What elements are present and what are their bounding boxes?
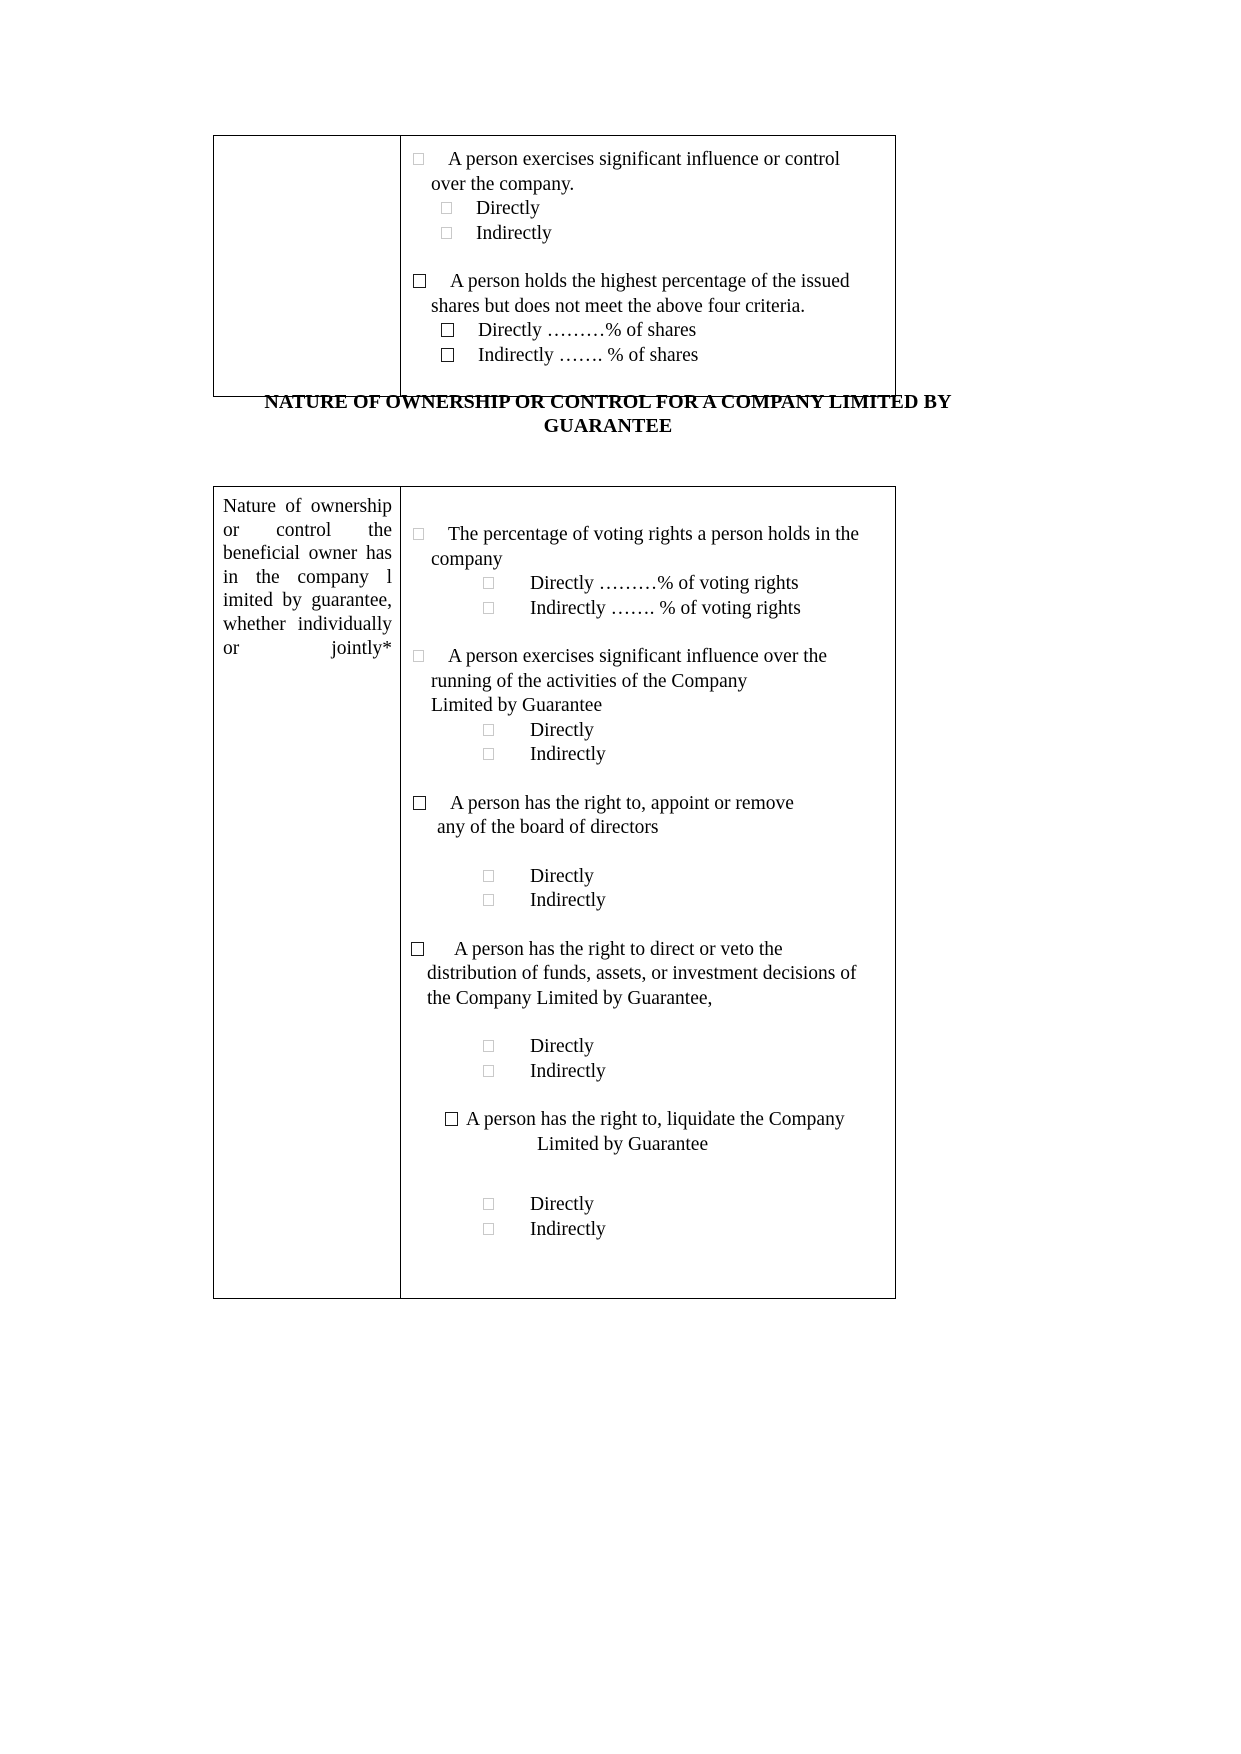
spacer	[407, 499, 887, 523]
sub-checkbox-label: Indirectly	[530, 890, 606, 911]
checkbox-item-label-cont: Limited by Guarantee	[431, 695, 603, 716]
sub-checkbox-label: Directly ………% of voting rights	[530, 573, 799, 594]
table-row	[214, 487, 896, 1299]
checkbox-item-label: The percentage of voting rights a person holds in the	[448, 524, 860, 545]
checkbox-item-label: A person has the right to, appoint or remove	[450, 792, 794, 814]
sub-checkbox-directly	[407, 197, 887, 222]
checkbox-icon[interactable]	[483, 1065, 494, 1077]
table-bottom-left-cell	[214, 487, 401, 1299]
checkbox-icon[interactable]	[483, 870, 494, 882]
sub-checkbox-label: Indirectly ……. % of shares	[478, 344, 699, 366]
sub-checkbox-directly	[407, 719, 887, 744]
checkbox-icon[interactable]	[483, 894, 494, 906]
sub-checkbox-label: Directly	[530, 719, 594, 741]
checkbox-icon[interactable]	[413, 650, 424, 662]
spacer	[407, 246, 887, 270]
sub-checkbox-label: Directly	[530, 1036, 594, 1057]
checkbox-item-label-cont: running of the activities of the Company	[431, 670, 748, 692]
sub-checkbox-indirectly-shares	[407, 344, 887, 369]
checkbox-icon[interactable]	[483, 1198, 494, 1210]
table-row	[214, 136, 896, 397]
sub-checkbox-directly	[407, 1035, 887, 1060]
spacer	[407, 841, 887, 865]
checkbox-item-direct-veto-distribution	[407, 938, 887, 1085]
table-top-left-cell	[214, 136, 401, 397]
spacer	[407, 1084, 887, 1108]
spacer	[407, 768, 887, 792]
checkbox-icon[interactable]	[483, 724, 494, 736]
checkbox-icon[interactable]	[441, 348, 454, 362]
checkbox-item-label-cont: shares but does not meet the above four criteria.	[431, 295, 806, 317]
checkbox-item-highest-percentage	[407, 270, 887, 368]
checkbox-item-label-cont: company	[431, 548, 503, 570]
checkbox-item-label: A person holds the highest percentage of the issued	[450, 271, 850, 292]
spacer	[407, 368, 887, 382]
checkbox-item-label-cont: the Company Limited by Guarantee,	[427, 987, 713, 1009]
sub-checkbox-directly-voting	[407, 572, 887, 597]
sub-checkbox-indirectly	[407, 743, 887, 768]
sub-checkbox-directly	[407, 1193, 887, 1218]
checkbox-item-significant-influence	[407, 645, 887, 768]
spacer	[407, 621, 887, 645]
sub-checkbox-directly-shares	[407, 319, 887, 344]
nature-of-control-table-bottom	[213, 486, 896, 1299]
checkbox-item-label-cont: Limited by Guarantee	[537, 1133, 709, 1155]
checkbox-item-label: A person exercises significant influence over the	[448, 646, 828, 667]
table-top-right-cell	[401, 136, 896, 397]
checkbox-item-label-cont: over the company.	[431, 173, 575, 195]
sub-checkbox-indirectly-voting	[407, 597, 887, 622]
sub-checkbox-label: Indirectly ……. % of voting rights	[530, 597, 801, 619]
checkbox-item-liquidate	[407, 1108, 887, 1242]
sub-checkbox-label: Indirectly	[530, 1218, 606, 1240]
spacer	[407, 1242, 887, 1284]
spacer	[407, 1011, 887, 1035]
sub-checkbox-label: Directly ………% of shares	[478, 320, 697, 341]
checkbox-item-voting-rights	[407, 523, 887, 621]
sub-checkbox-label: Directly	[530, 865, 594, 887]
nature-of-control-table-top	[213, 135, 896, 397]
sub-checkbox-indirectly	[407, 1218, 887, 1243]
checkbox-icon[interactable]	[483, 748, 494, 760]
table-top-left-cell-text	[214, 136, 400, 158]
sub-checkbox-label: Indirectly	[476, 222, 552, 244]
sub-checkbox-label: Indirectly	[530, 744, 606, 765]
spacer	[407, 914, 887, 938]
checkbox-item-label: A person exercises significant influence or control	[448, 149, 841, 170]
checkbox-icon[interactable]	[483, 602, 494, 614]
checkbox-icon[interactable]	[445, 1112, 458, 1126]
checkbox-icon[interactable]	[413, 796, 426, 810]
sub-checkbox-label: Indirectly	[530, 1060, 606, 1082]
checkbox-icon[interactable]	[483, 577, 494, 589]
checkbox-icon[interactable]	[413, 153, 424, 165]
sub-checkbox-indirectly	[407, 889, 887, 914]
table-bottom-right-cell	[401, 487, 896, 1299]
checkbox-icon[interactable]	[441, 323, 454, 337]
checkbox-item-appoint-remove-directors	[407, 792, 887, 914]
sub-checkbox-label: Directly	[476, 198, 540, 219]
checkbox-icon[interactable]	[483, 1040, 494, 1052]
spacer	[407, 1157, 887, 1193]
checkbox-icon[interactable]	[441, 202, 452, 214]
checkbox-item-label: A person has the right to direct or veto the	[454, 938, 783, 960]
sub-checkbox-directly	[407, 865, 887, 890]
checkbox-item-influence-control	[407, 148, 887, 246]
checkbox-icon[interactable]	[411, 942, 424, 956]
checkbox-icon[interactable]	[413, 274, 426, 288]
checkbox-item-label-cont: any of the board of directors	[437, 817, 659, 838]
checkbox-item-label-cont: distribution of funds, assets, or investment decisions of	[427, 963, 857, 984]
sub-checkbox-indirectly	[407, 222, 887, 247]
checkbox-item-label: A person has the right to, liquidate the Company	[466, 1109, 845, 1130]
page-title: NATURE OF OWNERSHIP OR CONTROL FOR A COMPANY LIMITED BY GUARANTEE	[264, 391, 952, 437]
checkbox-icon[interactable]	[441, 227, 452, 239]
checkbox-icon[interactable]	[413, 528, 424, 540]
sub-checkbox-label: Directly	[530, 1194, 594, 1215]
checkbox-icon[interactable]	[483, 1223, 494, 1235]
sub-checkbox-indirectly	[407, 1060, 887, 1085]
nature-of-ownership-description: Nature of ownership or control the beneficial owner has in the company l imited by guarantee, whether individually or jointly*	[223, 496, 392, 659]
